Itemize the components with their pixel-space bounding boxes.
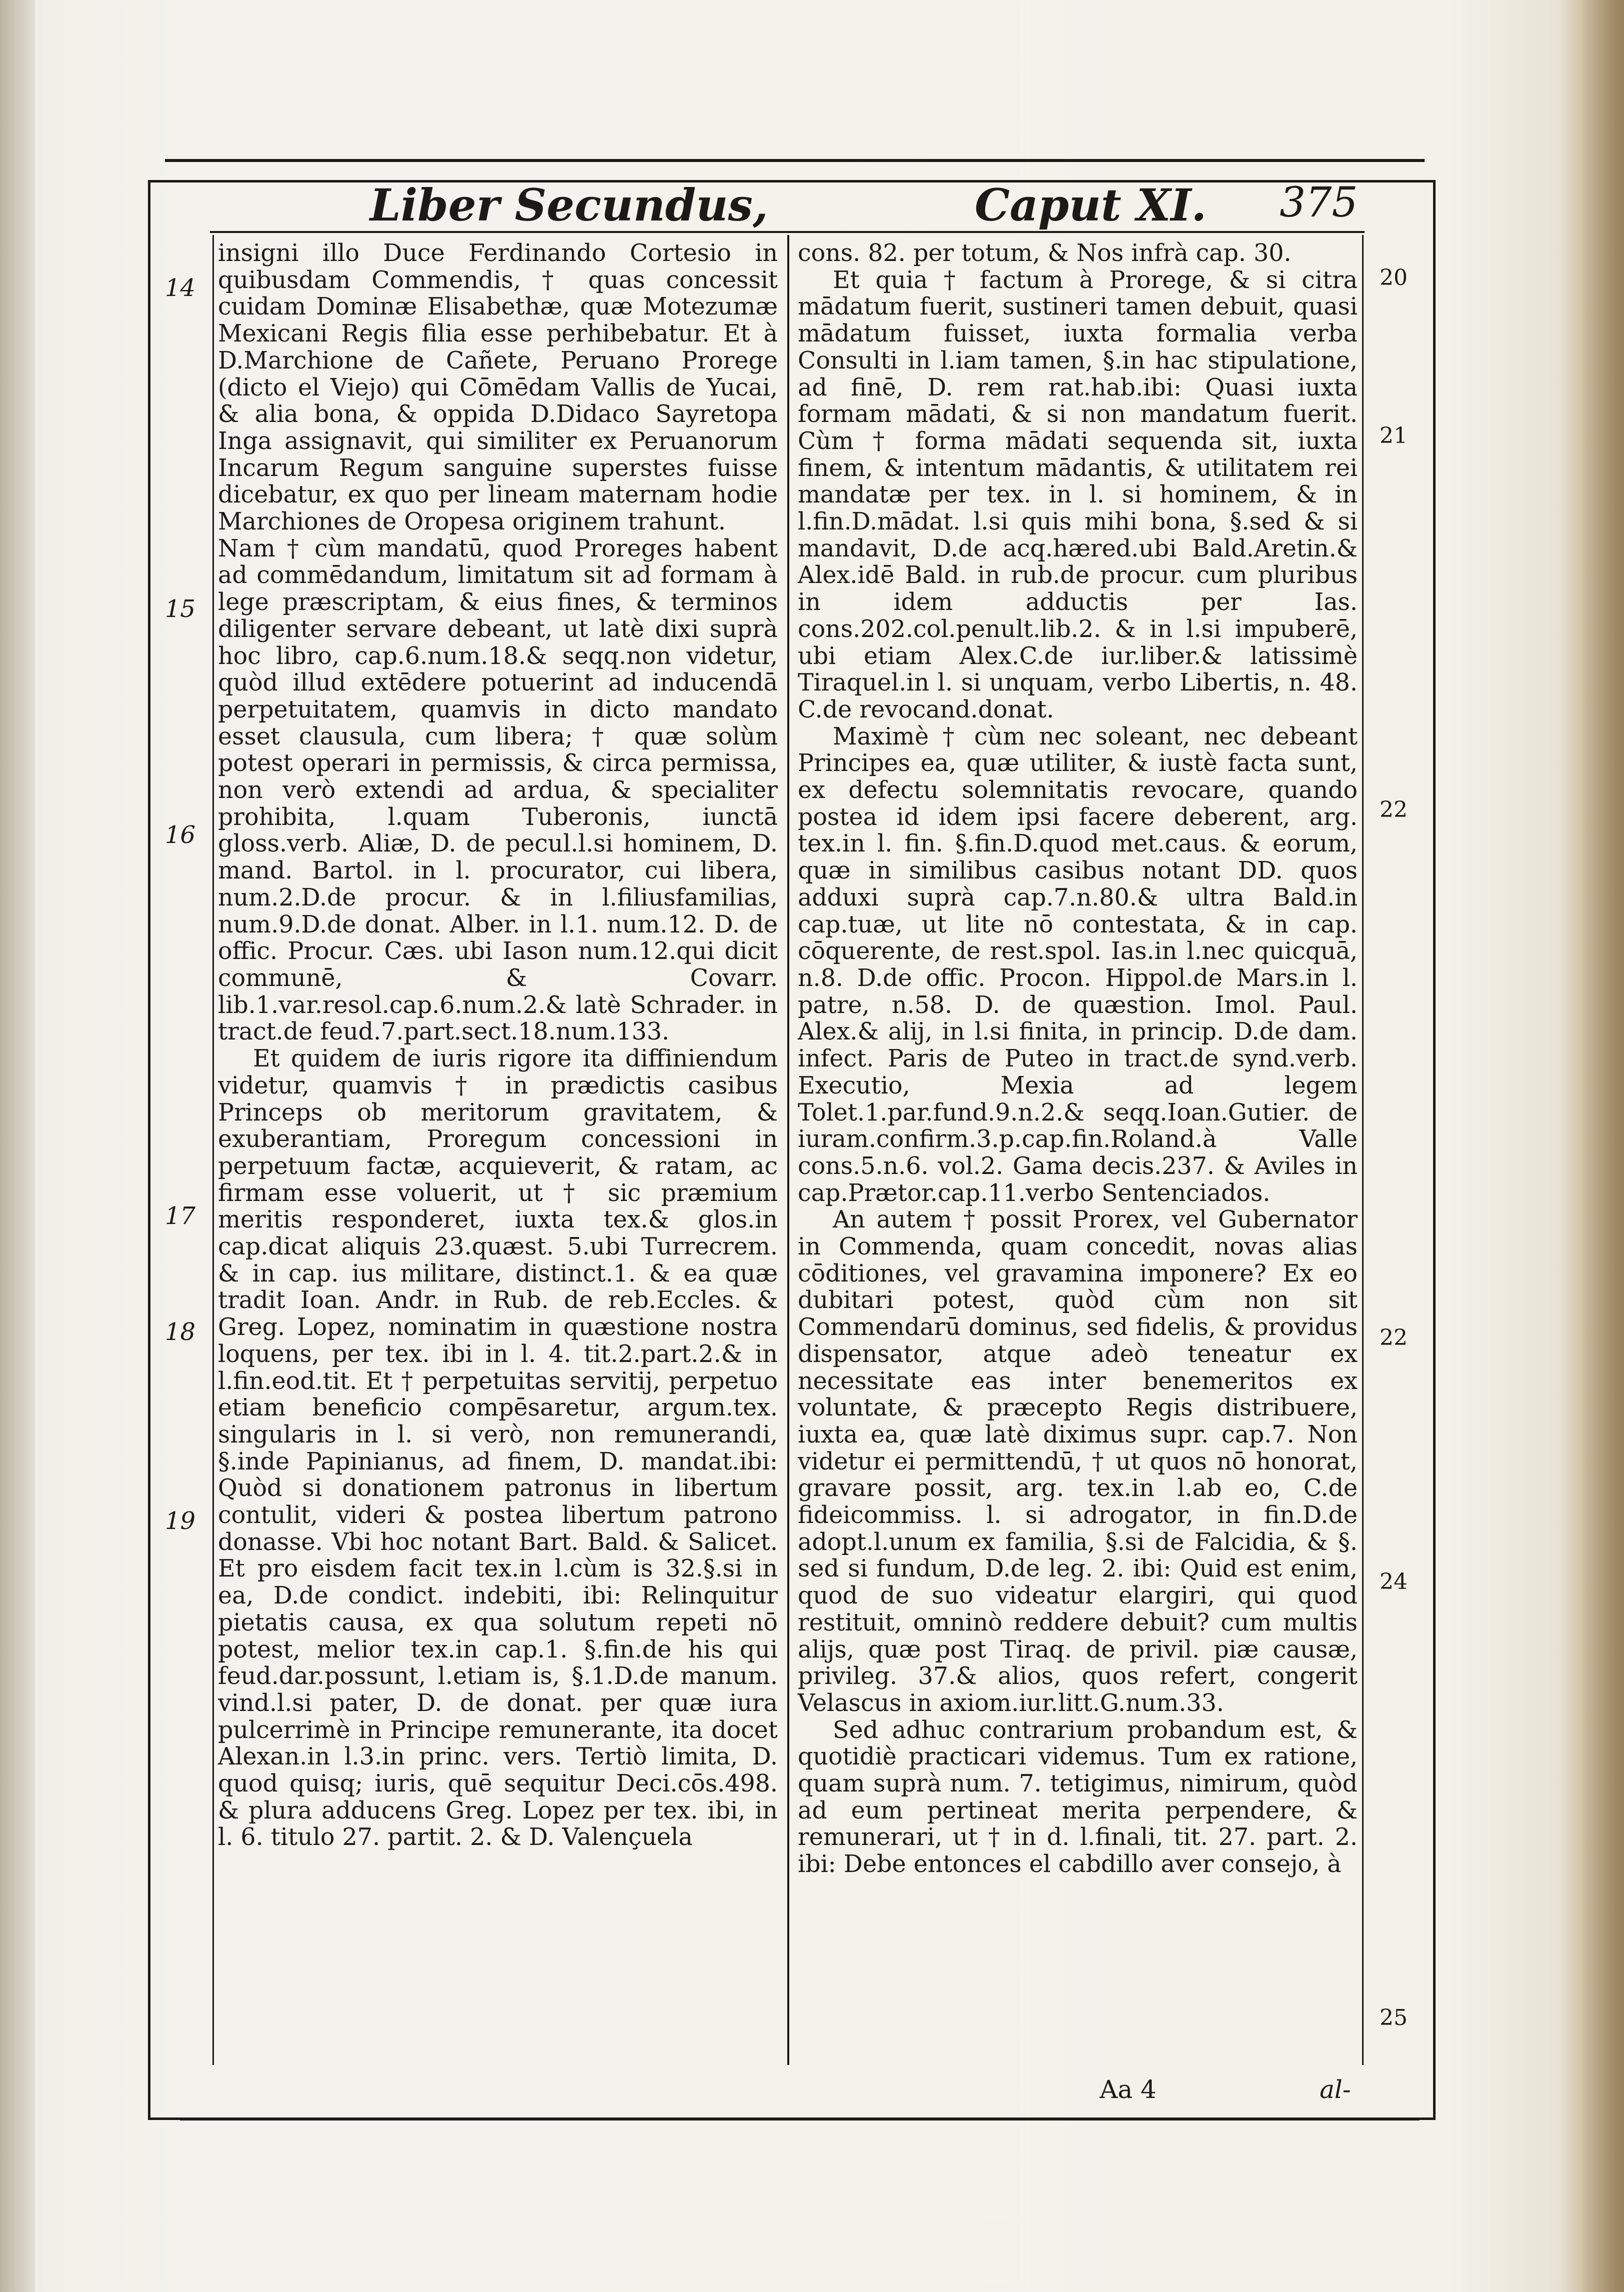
margin-number: 16 — [165, 821, 196, 849]
margin-number: 22 — [1380, 1325, 1408, 1350]
margin-number: 20 — [1380, 265, 1408, 290]
column-divider — [787, 235, 789, 2065]
signature-mark: Aa 4 — [1100, 2075, 1157, 2104]
right-column-rule — [1362, 235, 1364, 2065]
paragraph: An autem † possit Prorex, vel Gubernator in Commenda, quam concedit, novas alias cōditiones, vel gravamina imponere? Ex eo dubitari potest, quòd cùm non sit Commendarū dominus, sed fidelis, & providus dispensator, atque adeò teneatur ex necessitate eas inter benemeritos ex voluntate, & præcepto Regis distribuere, iuxta ea, quæ latè diximus supr. cap.7. Non videtur ei permittendū, † ut quos nō honorat, gravare possit, arg. tex.in l.ab eo, C.de fideicommiss. l. si adrogator, in fin.D.de adopt.l.unum ex familia, §.si de Falcidia, & §. sed si fundum, D.de leg. 2. ibi: Quid est enim, quod de suo videatur elargiri, qui quod restituit, omninò reddere debuit? cum multis alijs, quæ post Tiraq. de privil. piæ causæ, privileg. 37.& alios, quos refert, congerit Velascus in axiom.iur.litt.G.num.33. — [798, 1206, 1358, 1717]
margin-number: 15 — [165, 595, 196, 623]
paragraph: Sed adhuc contrarium probandum est, & quotidiè practicari videmus. Tum ex ratione, quam suprà num. 7. tetigimus, nimirum, quòd ad eum pertineat merita perpendere, & remunerari, ut † in d. l.finali, tit. 27. part. 2. ibi: Debe entonces el cabdillo aver consejo, à — [798, 1716, 1358, 1878]
paragraph: Et quia † factum à Prorege, & si citra mādatum fuerit, sustineri tamen debuit, quasi mādatum fuisset, iuxta formalia verba Consulti in l.iam tamen, §.in hac stipulatione, ad finē, D. rem rat.hab.ibi: Quasi iuxta formam mādati, & si non mandatum fuerit. Cùm † forma mādati sequenda sit, iuxta finem, & intentum mādantis, & utilitatem rei mandatæ per tex. in l. si hominem, & in l.fin.D.mādat. l.si quis mihi bona, §.sed & si mandavit, D.de acq.hæred.ubi Bald.Aretin.& Alex.idē Bald. in rub.de procur. cum pluribus in idem adductis per Ias. cons.202.col.penult.lib.2. & in l.si impuberē, ubi etiam Alex.C.de iur.liber.& latissimè Tiraquel.in l. si unquam, verbo Libertis, n. 48. C.de revocand.donat. — [798, 266, 1358, 724]
right-column — [798, 240, 1358, 1878]
binding-gutter — [0, 0, 35, 2292]
running-head-left: Liber Secundus, — [370, 179, 768, 231]
paragraph: Maximè † cùm nec soleant, nec debeant Principes ea, quæ utiliter, & iustè facta sunt, ex defectu solemnitatis revocare, quando postea id idem ipsi facere deberent, arg. tex.in l. fin. §.fin.D.quod met.caus. & eorum, quæ in similibus casibus notant DD. quos adduxi suprà cap.7.n.80.& ultra Bald.in cap.tuæ, ut lite nō contestata, & in cap. cōquerente, de rest.spol. Ias.in l.nec quicquā, n.8. D.de offic. Procon. Hippol.de Mars.in l. patre, n.58. D. de quæstion. Imol. Paul. Alex.& alij, in l.si finita, in princip. D.de dam. infect. Paris de Puteo in tract.de synd.verb. Executio, Mexia ad legem Tolet.1.par.fund.9.n.2.& seqq.Ioan.Gutier. de iuram.confirm.3.p.cap.fin.Roland.à Valle cons.5.n.6. vol.2. Gama decis.237. & Aviles in cap.Prætor.cap.11.verbo Sentenciados. — [798, 722, 1358, 1207]
page-edge-stain — [1579, 0, 1624, 2292]
catchword: al- — [1320, 2075, 1351, 2104]
left-column-rule — [212, 235, 214, 2065]
margin-number: 17 — [165, 1202, 196, 1230]
header-rule — [210, 231, 1365, 233]
paragraph: Et quidem de iuris rigore ita diffiniendum videtur, quamvis † in prædictis casibus Princeps ob meritorum gravitatem, & exuberantiam, Proregum concessioni in perpetuum factæ, acquieverit, & ratam, ac firmam esse voluerit, ut † sic præmium meritis responderet, iuxta tex.& glos.in cap.dicat aliquis 23.quæst. 5.ubi Turrecrem. & in cap. ius militare, distinct.1. & ea quæ tradit Ioan. Andr. in Rub. de reb.Eccles. & Greg. Lopez, nominatim in quæstione nostra loquens, per tex. ibi in l. 4. tit.2.part.2.& in l.fin.eod.tit. Et † perpetuitas servitij, perpetuo etiam beneficio compēsaretur, argum.tex. singularis in l. si verò, non remunerandi, §.inde Papinianus, ad finem, D. mandat.ibi: Quòd si donationem patronus in libertum contulit, videri & postea libertum patrono donasse. Vbi hoc notant Bart. Bald. & Salicet. Et pro eisdem facit tex.in l.cùm is 32.§.si in ea, D.de condict. indebiti, ibi: Relinquitur pietatis causa, ex qua solutum repeti nō potest, melior tex.in cap.1. §.fin.de his qui feud.dar.possunt, l.etiam is, §.1.D.de manum. vind.l.si pater, D. de donat. per quæ iura pulcerrimè in Principe remunerante, ita docet Alexan.in l.3.in princ. vers. Tertiò limita, D. quod quisq; iuris, quē sequitur Deci.cōs.498. & plura adducens Greg. Lopez per tex. ibi, in l. 6. titulo 27. partit. 2. & D. Valençuela — [218, 1045, 778, 1852]
margin-number: 19 — [165, 1507, 196, 1535]
margin-number: 24 — [1380, 1569, 1408, 1594]
page-number: 375 — [1280, 179, 1358, 226]
margin-number: 25 — [1380, 2005, 1408, 2030]
margin-number: 21 — [1380, 423, 1408, 448]
margin-number: 22 — [1380, 797, 1408, 822]
running-head-right: Caput XI. — [975, 179, 1207, 231]
left-column — [218, 240, 778, 1851]
paragraph: Nam † cùm mandatū, quod Proreges habent ad commēdandum, limitatum sit ad formam à lege præscriptam, & eius fines, & terminos diligenter servare debeant, ut latè dixi suprà hoc libro, cap.6.num.18.& seqq.non videtur, quòd illud extēdere potuerint ad inducendā perpetuitatem, quamvis in dicto mandato esset clausula, cum libera; † quæ solùm potest operari in permissis, & circa permissa, non verò extendi ad ardua, & specialiter prohibita, l.quam Tuberonis, iunctā gloss.verb. Aliæ, D. de pecul.l.si hominem, D. mand. Bartol. in l. procurator, cui libera, num.2.D.de procur. & in l.filiusfamilias, num.9.D.de donat. Alber. in l.1. num.12. D. de offic. Procur. Cæs. ubi Iason num.12.qui dicit communē, & Covarr. lib.1.var.resol.cap.6.num.2.& latè Schrader. in tract.de feud.7.part.sect.18.num.133. — [218, 534, 778, 1046]
paragraph: cons. 82. per totum, & Nos infrà cap. 30. — [798, 240, 1292, 267]
margin-number: 18 — [165, 1318, 196, 1346]
margin-number: 14 — [165, 274, 196, 302]
top-rule — [165, 159, 1425, 162]
bottom-rule — [180, 2118, 1420, 2120]
paragraph: insigni illo Duce Ferdinando Cortesio in quibusdam Commendis, † quas concessit cuidam Dominæ Elisabethæ, quæ Motezumæ Mexicani Regis filia esse perhibebatur. Et à D.Marchione de Cañete, Peruano Prorege (dicto el Viejo) qui Cōmēdam Vallis de Yucai, & alia bona, & oppida D.Didaco Sayretopa Inga assignavit, qui similiter ex Peruanorum Incarum Regum sanguine superstes fuisse dicebatur, ex quo per lineam maternam hodie Marchiones de Oropesa originem trahunt. — [218, 240, 778, 536]
